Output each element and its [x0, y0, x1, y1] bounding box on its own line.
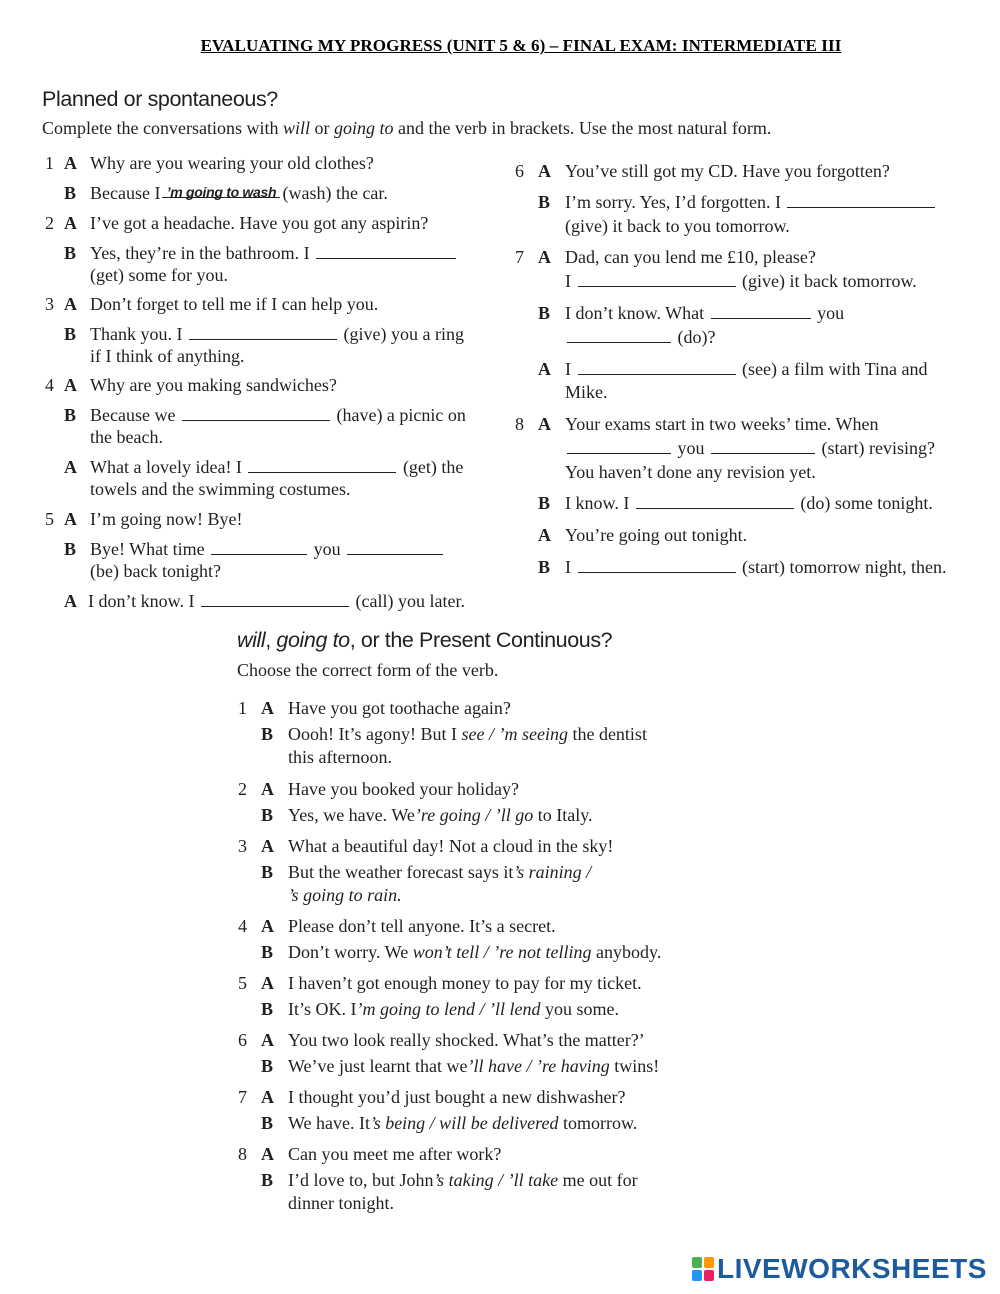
section1-instruction: Complete the conversations with will or going to and the verb in brackets. Use the most natural form. — [42, 118, 772, 138]
verb-choice[interactable]: ’s going to rain. — [288, 885, 402, 905]
answer-blank[interactable] — [211, 539, 307, 555]
answer-blank[interactable] — [711, 438, 815, 454]
page-title: EVALUATING MY PROGRESS (UNIT 5 & 6) – FINAL EXAM: INTERMEDIATE III — [200, 36, 842, 55]
verb-choice[interactable]: ’s being / will be delivered — [370, 1113, 559, 1133]
answer-blank[interactable] — [201, 591, 349, 607]
answer-blank[interactable] — [636, 493, 794, 509]
verb-choice[interactable]: ’s taking / ’ll take — [433, 1170, 559, 1190]
section1-heading: Planned or spontaneous? — [42, 87, 278, 111]
logo-icon — [692, 1257, 714, 1281]
answer-blank[interactable] — [162, 182, 280, 198]
answer-blank[interactable] — [787, 192, 935, 208]
answer-blank[interactable] — [711, 303, 811, 319]
answer-blank[interactable] — [578, 271, 736, 287]
verb-choice[interactable]: ’m going to lend / ’ll lend — [356, 999, 541, 1019]
verb-choice[interactable]: ’s raining / — [513, 862, 592, 882]
answer-blank[interactable] — [578, 359, 736, 375]
verb-choice[interactable]: ’ll have / ’re having — [467, 1056, 610, 1076]
answer-blank[interactable] — [316, 243, 456, 259]
answer-blank[interactable] — [347, 539, 443, 555]
answer-blank[interactable] — [248, 457, 396, 473]
answer-blank[interactable] — [182, 405, 330, 421]
answer-blank[interactable] — [189, 324, 337, 340]
example-answer: ’m going to wash — [166, 184, 277, 200]
verb-choice[interactable]: won’t tell / ’re not telling — [412, 942, 592, 962]
logo-text: LIVEWORKSHEETS — [717, 1253, 987, 1284]
answer-blank[interactable] — [567, 327, 671, 343]
section2-instruction: Choose the correct form of the verb. — [237, 660, 499, 680]
answer-blank[interactable] — [567, 438, 671, 454]
verb-choice[interactable]: ’re going / ’ll go — [414, 805, 534, 825]
verb-choice[interactable]: see / ’m seeing — [461, 724, 568, 744]
answer-blank[interactable] — [578, 557, 736, 573]
section2-heading: will, going to, or the Present Continuous? — [237, 628, 613, 652]
liveworksheets-logo[interactable] — [692, 1254, 987, 1284]
